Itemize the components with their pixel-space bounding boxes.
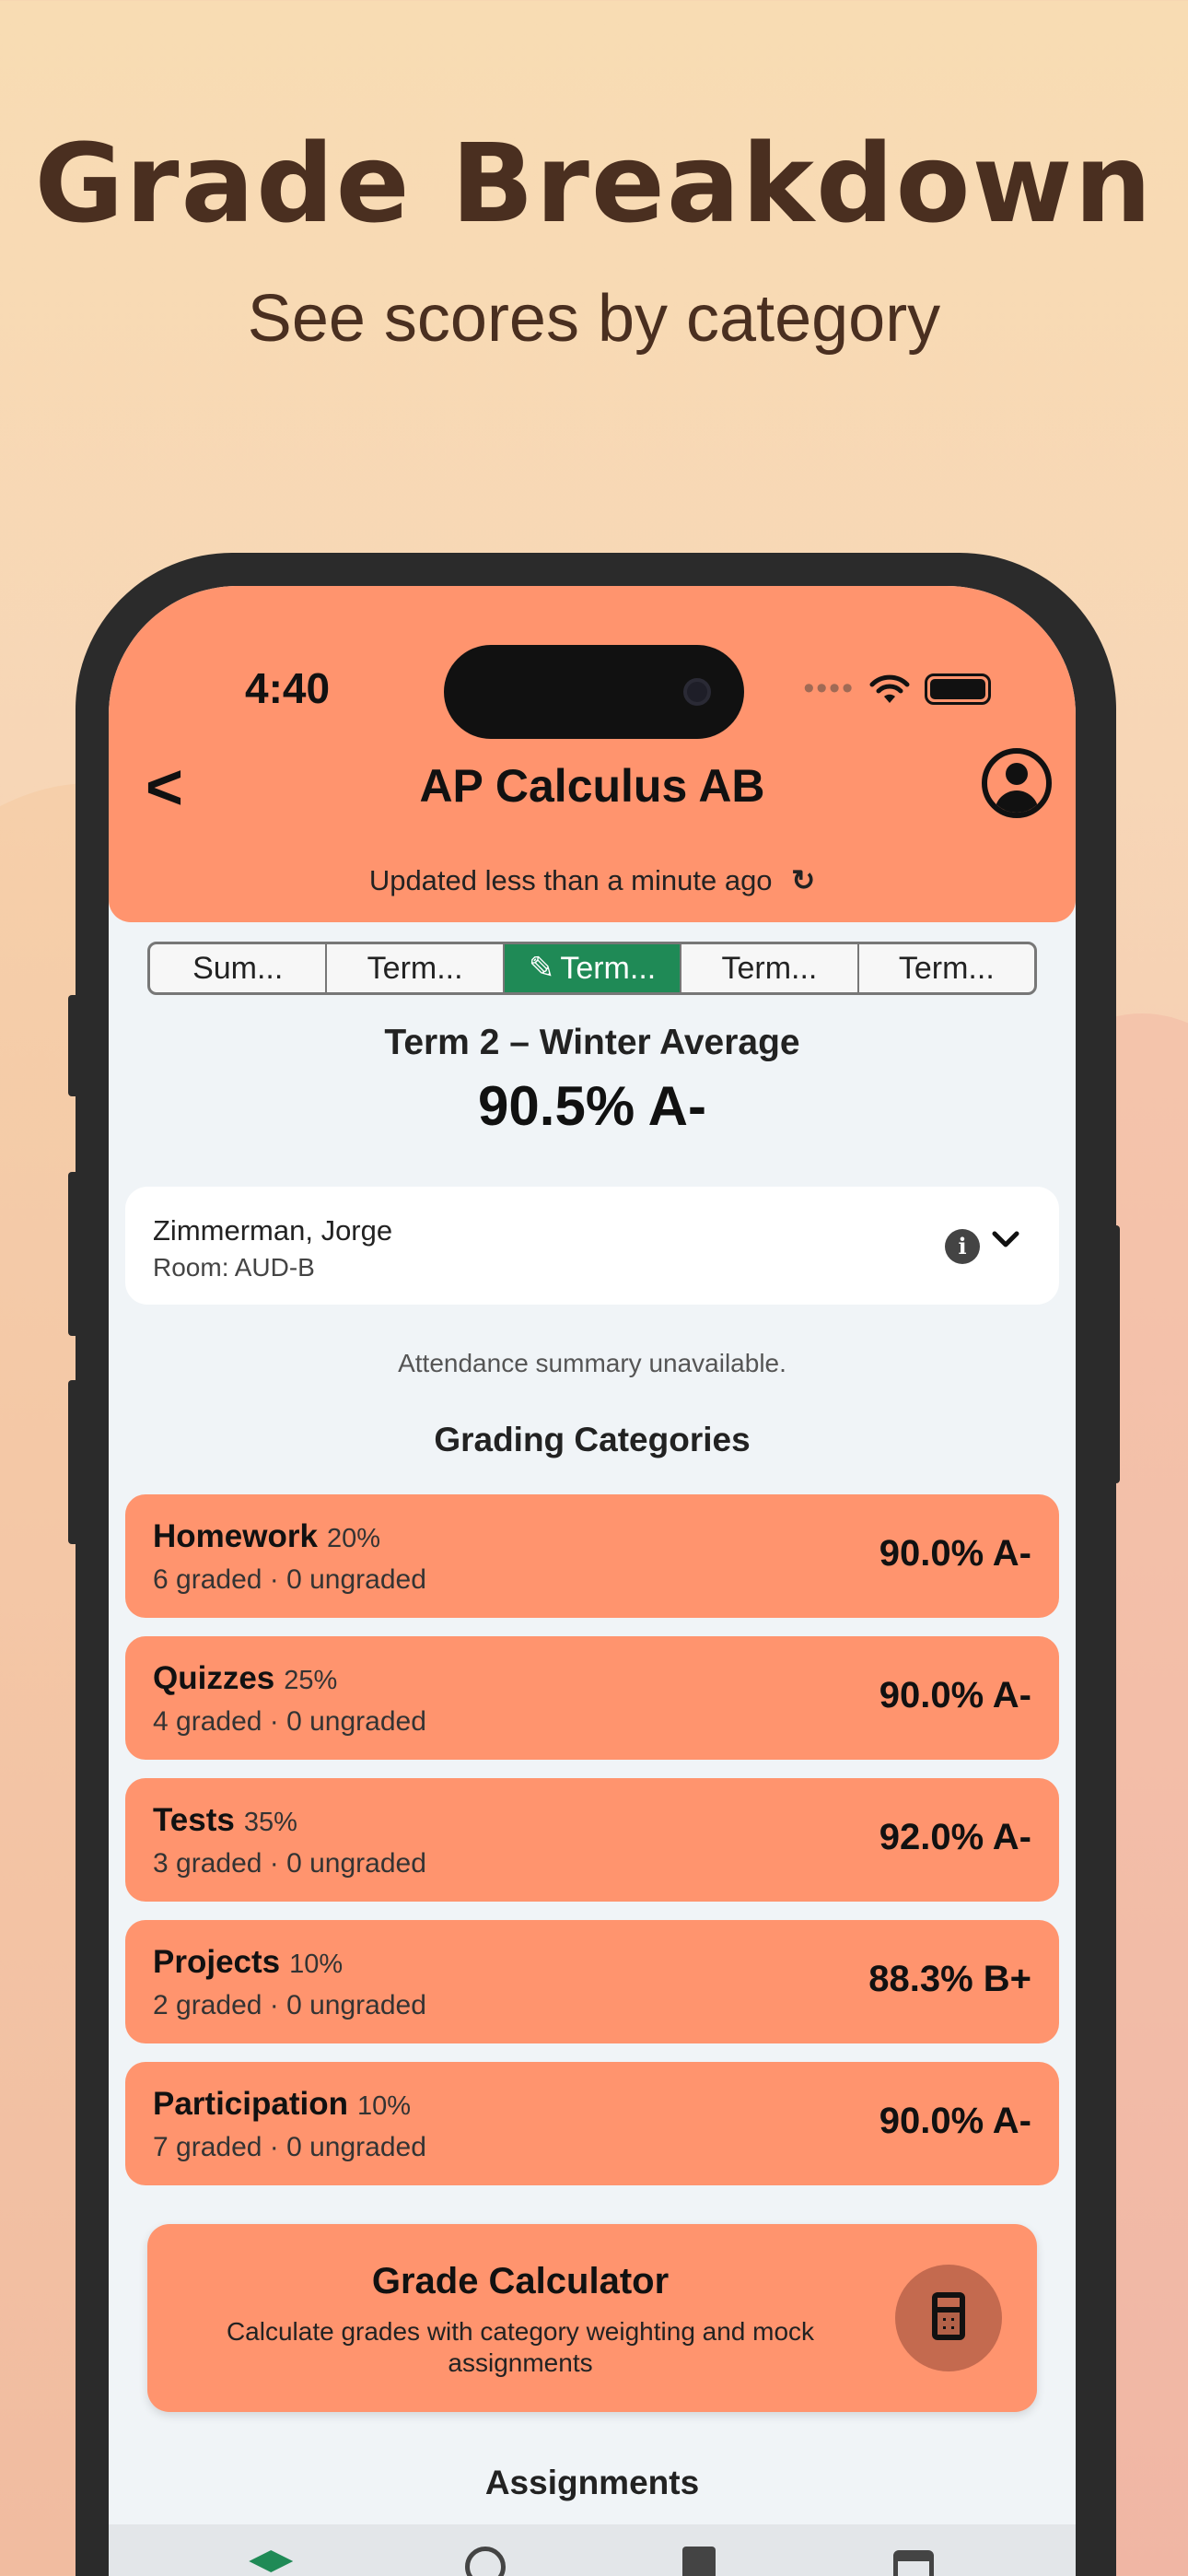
teacher-card[interactable] [125,1187,1059,1305]
clock-icon [465,2547,506,2576]
promo-subheadline: See scores by category [247,282,941,356]
category-quizzes[interactable] [125,1636,1059,1760]
category-homework[interactable] [125,1494,1059,1618]
categories-heading: Grading Categories [434,1421,751,1458]
refresh-icon[interactable]: ↻ [791,864,816,896]
calendar-icon [893,2550,934,2576]
profile-icon [1006,763,1028,785]
camera-icon [683,678,711,706]
graduation-cap-icon [249,2550,293,2572]
category-projects[interactable] [125,1920,1059,2043]
tab-term-4[interactable]: Term... [898,951,995,986]
category-name: Tests [153,1802,235,1838]
info-icon[interactable]: i [945,1229,980,1264]
updated-status[interactable] [109,864,1076,897]
assignments-heading: Assignments [484,2464,700,2501]
battery-icon [925,673,991,705]
category-grade: 90.0% A- [879,1675,1031,1715]
phone-frame [76,553,1116,2576]
tab-summary[interactable]: Sum... [150,944,327,992]
tab-term-3[interactable]: Term... [681,944,858,992]
grade-calculator-button[interactable] [895,2265,1002,2371]
tab-calendar[interactable] [888,2545,939,2576]
category-weight: 25% [284,1666,338,1695]
status-icons [803,671,991,707]
category-grade: 90.0% A- [879,1533,1031,1574]
header-bar [109,586,1076,922]
category-counts: 4 graded · 0 ungraded [153,1706,426,1737]
tab-assignments[interactable] [673,2545,725,2576]
bottom-tab-bar [109,2524,1076,2576]
chevron-down-icon[interactable] [991,1224,1020,1258]
updated-text: Updated less than a minute ago [368,864,773,896]
category-weight: 10% [356,2091,412,2121]
category-name: Quizzes [153,1660,275,1696]
category-weight: 20% [326,1524,380,1553]
category-counts: 7 graded · 0 ungraded [153,2132,426,2162]
app-screen [109,586,1076,2576]
teacher-room: Room: AUD-B [153,1253,315,1282]
promo-headline: Grade Breakdown [34,120,1154,247]
back-button[interactable]: < [146,751,183,823]
category-weight: 10% [289,1950,344,1979]
term-average-label: Term 2 – Winter Average [384,1023,800,1062]
category-grade: 92.0% A- [879,1817,1031,1857]
category-name: Homework [153,1518,318,1554]
category-counts: 2 graded · 0 ungraded [153,1990,426,2020]
category-list [125,1494,1059,2204]
category-counts: 3 graded · 0 ungraded [153,1848,426,1879]
term-tabs [147,942,1037,995]
grade-calculator-description: Calculate grades with category weighting and mock assignments [226,2317,815,2377]
teacher-name: Zimmerman, Jorge [153,1214,393,1247]
edit-icon: ✎ [528,951,555,986]
dynamic-island [444,645,744,739]
tab-grades[interactable] [245,2545,297,2576]
category-grade: 90.0% A- [879,2101,1031,2141]
status-time: 4:40 [245,664,331,712]
category-name: Participation [153,2086,348,2122]
signal-dots-icon: •••• [803,671,855,706]
category-name: Projects [153,1944,281,1980]
tab-term-2[interactable] [505,944,681,992]
tab-schedule[interactable] [460,2545,511,2576]
category-weight: 35% [243,1808,297,1837]
grade-calculator-title: Grade Calculator [371,2261,670,2301]
tab-term-2-label: Term... [560,951,657,986]
category-tests[interactable] [125,1778,1059,1902]
category-participation[interactable] [125,2062,1059,2185]
wifi-icon [869,673,910,705]
page-title: AP Calculus AB [419,760,765,812]
profile-button[interactable] [982,748,1052,818]
category-counts: 6 graded · 0 ungraded [153,1564,426,1595]
tab-term-1[interactable]: Term... [327,944,504,992]
attendance-summary: Attendance summary unavailable. [398,1349,786,1377]
clipboard-icon [682,2547,716,2576]
grade-calculator-card[interactable] [147,2224,1037,2412]
term-average-value: 90.5% A- [478,1075,706,1137]
category-grade: 88.3% B+ [868,1959,1031,1999]
